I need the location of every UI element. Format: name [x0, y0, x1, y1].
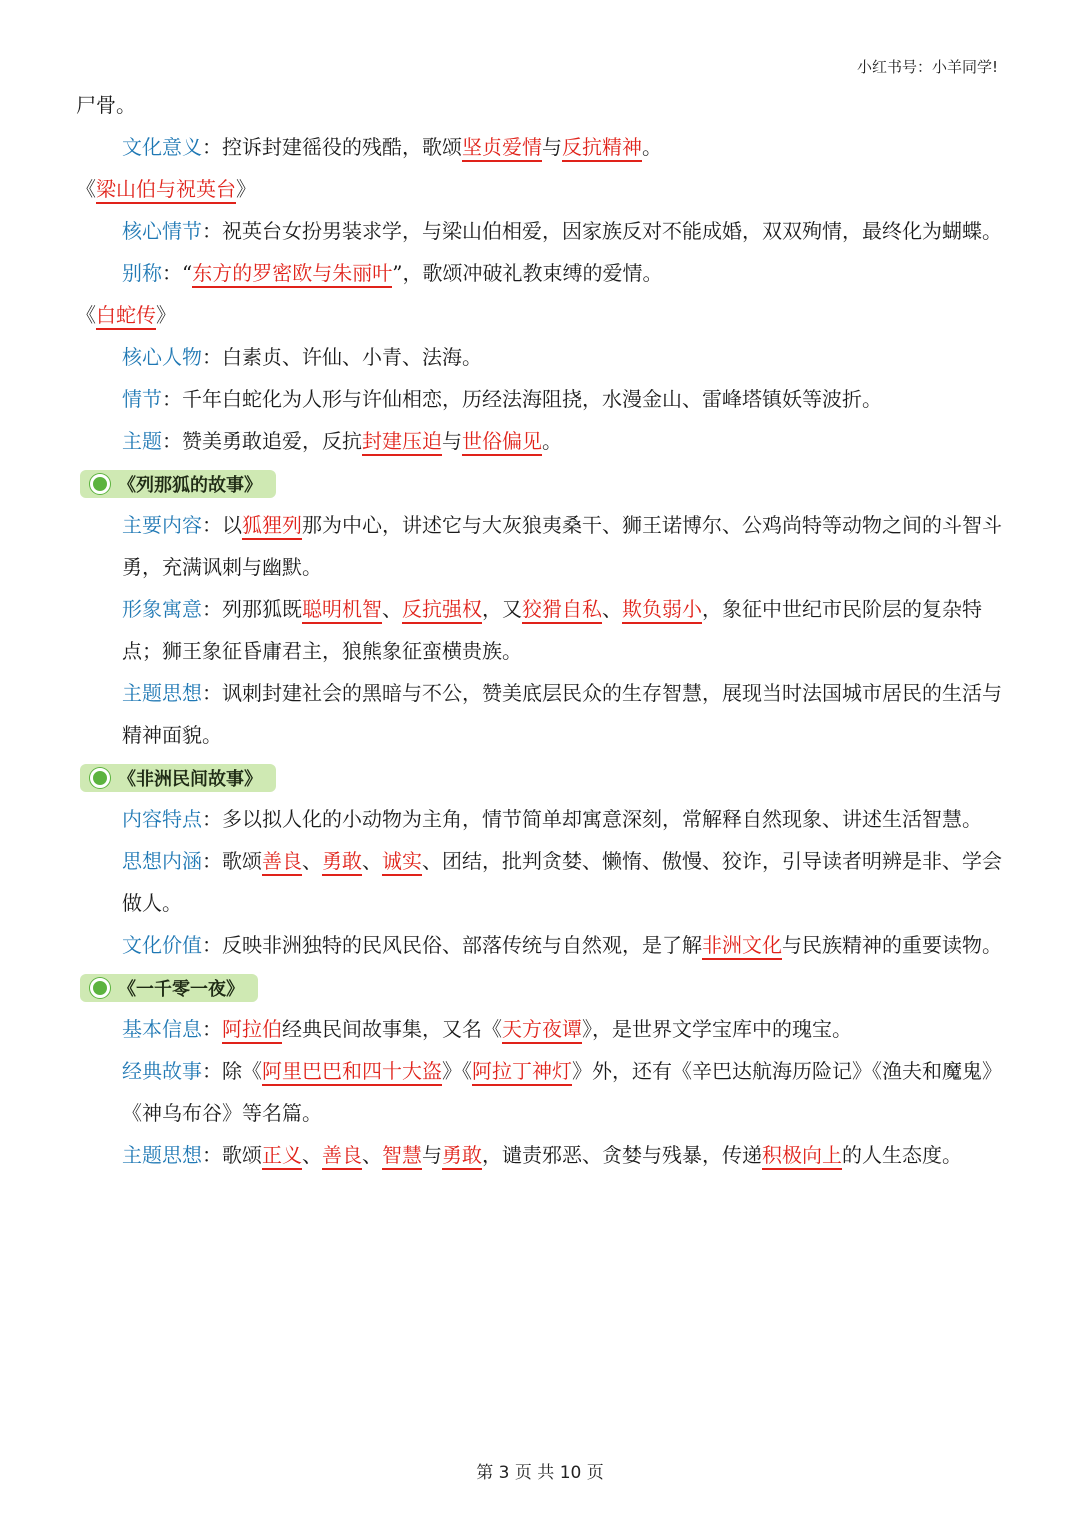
label: 情节 [122, 387, 162, 411]
section-tag-nights: 《一千零一夜》 [80, 974, 258, 1002]
label: 核心人物 [122, 345, 202, 369]
label: 基本信息 [122, 1017, 202, 1041]
highlight: 阿拉丁神灯 [472, 1059, 572, 1086]
label: 内容特点 [122, 807, 202, 831]
nights-theme: 主题思想：歌颂正义、善良、智慧与勇敢，谴责邪恶、贪婪与残暴，传递积极向上的人生态度。 [76, 1134, 1010, 1176]
section-tag-renard: 《列那狐的故事》 [80, 470, 276, 498]
highlight: 善良 [262, 849, 302, 876]
page-content [76, 84, 1010, 1176]
highlight: 反抗强权 [402, 597, 482, 624]
label: 文化意义 [122, 135, 202, 159]
label: 经典故事 [122, 1059, 202, 1083]
renard-theme: 主题思想：讽刺封建社会的黑暗与不公，赞美底层民众的生存智慧，展现当时法国城市居民的生活与精神面貌。 [122, 681, 1002, 747]
highlight: 智慧 [382, 1143, 422, 1170]
highlight: 欺负弱小 [622, 597, 702, 624]
book-title-liangzhu: 《梁山伯与祝英台》 [76, 168, 1010, 210]
renard-image: 形象寓意：列那狐既聪明机智、反抗强权，又狡猾自私、欺负弱小，象征中世纪市民阶层的复杂特点；狮王象征昏庸君主，狼熊象征蛮横贵族。 [122, 597, 982, 663]
culture-meaning: 文化意义：控诉封建徭役的残酷，歌颂坚贞爱情与反抗精神。 [76, 126, 1010, 168]
label: 文化价值 [122, 933, 202, 957]
highlight: 聪明机智 [302, 597, 382, 624]
africa-features: 内容特点：多以拟人化的小动物为主角，情节简单却寓意深刻，常解释自然现象、讲述生活智慧。 [122, 807, 982, 831]
renard-content: 主要内容：以狐狸列那为中心，讲述它与大灰狼夷桑干、狮王诺博尔、公鸡尚特等动物之间的斗智斗勇，充满讽刺与幽默。 [122, 513, 1002, 579]
label: 主题 [122, 429, 162, 453]
highlight: 反抗精神 [562, 135, 642, 162]
highlight: 白蛇传 [96, 303, 156, 330]
nights-stories: 经典故事：除《阿里巴巴和四十大盗》《阿拉丁神灯》外，还有《辛巴达航海历险记》《渔夫和魔鬼》《神乌布谷》等名篇。 [122, 1059, 1002, 1125]
liangzhu-plot: 核心情节：祝英台女扮男装求学，与梁山伯相爱，因家族反对不能成婚，双双殉情，最终化为蝴蝶。 [122, 219, 1002, 243]
bullet-dot-icon [90, 474, 110, 494]
liangzhu-alias: 别称：“东方的罗密欧与朱丽叶”，歌颂冲破礼教束缚的爱情。 [76, 252, 1010, 294]
label: 主题思想 [122, 681, 202, 705]
highlight: 狐狸列 [242, 513, 302, 540]
highlight: 封建压迫 [362, 429, 442, 456]
label: 主要内容 [122, 513, 202, 537]
section-tag-africa: 《非洲民间故事》 [80, 764, 276, 792]
highlight: 积极向上 [762, 1143, 842, 1170]
baishe-people: 核心人物：白素贞、许仙、小青、法海。 [122, 345, 482, 369]
highlight: 天方夜谭 [502, 1017, 582, 1044]
highlight: 正义 [262, 1143, 302, 1170]
nights-info: 基本信息：阿拉伯经典民间故事集，又名《天方夜谭》，是世界文学宝库中的瑰宝。 [76, 1008, 1010, 1050]
baishe-theme: 主题：赞美勇敢追爱，反抗封建压迫与世俗偏见。 [76, 420, 1010, 462]
label: 主题思想 [122, 1143, 202, 1167]
bullet-dot-icon [90, 768, 110, 788]
africa-ideas: 思想内涵：歌颂善良、勇敢、诚实、团结，批判贪婪、懒惰、傲慢、狡诈，引导读者明辨是非、学会做人。 [122, 849, 1002, 915]
highlight: 坚贞爱情 [462, 135, 542, 162]
highlight: 非洲文化 [702, 933, 782, 960]
label: 形象寓意 [122, 597, 202, 621]
africa-value: 文化价值：反映非洲独特的民风民俗、部落传统与自然观，是了解非洲文化与民族精神的重要读物。 [76, 924, 1010, 966]
continued-text: 尸骨。 [76, 93, 136, 117]
label: 别称 [122, 261, 162, 285]
highlight: 善良 [322, 1143, 362, 1170]
highlight: 勇敢 [322, 849, 362, 876]
highlight: 梁山伯与祝英台 [96, 177, 236, 204]
baishe-plot: 情节：千年白蛇化为人形与许仙相恋，历经法海阻挠，水漫金山、雷峰塔镇妖等波折。 [122, 387, 882, 411]
highlight: 阿拉伯 [222, 1017, 282, 1044]
header-note: 小红书号：小羊同学! [856, 58, 998, 76]
highlight: 诚实 [382, 849, 422, 876]
highlight: 世俗偏见 [462, 429, 542, 456]
highlight: 狡猾自私 [522, 597, 602, 624]
highlight: 勇敢 [442, 1143, 482, 1170]
page-number: 第 3 页 共 10 页 [476, 1463, 604, 1483]
bullet-dot-icon [90, 978, 110, 998]
label: 核心情节 [122, 219, 202, 243]
book-title-baishe: 《白蛇传》 [76, 294, 1010, 336]
highlight: 阿里巴巴和四十大盗 [262, 1059, 442, 1086]
label: 思想内涵 [122, 849, 202, 873]
highlight: 东方的罗密欧与朱丽叶 [192, 261, 392, 288]
